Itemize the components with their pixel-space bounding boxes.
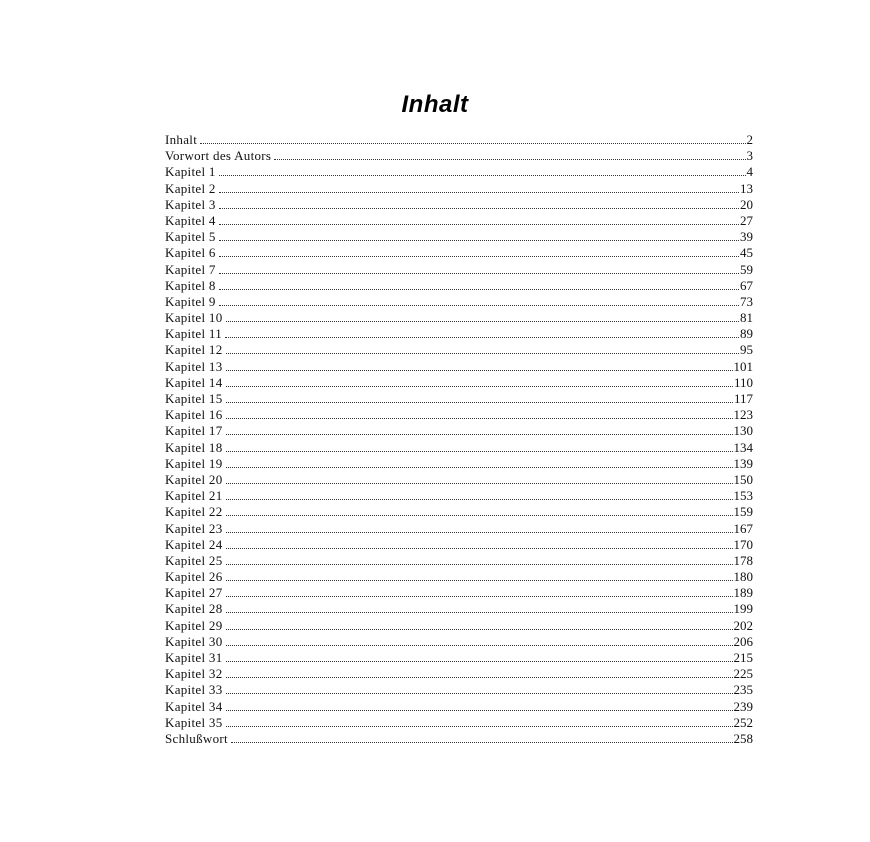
table-of-contents <box>165 132 753 747</box>
toc-entry[interactable] <box>165 634 753 650</box>
toc-entry-label: Kapitel 18 <box>165 439 223 455</box>
toc-entry-page-number: 4 <box>746 164 753 180</box>
toc-entry-page-number: 139 <box>733 455 753 471</box>
toc-dot-leader <box>226 645 733 646</box>
toc-dot-leader <box>226 418 733 419</box>
toc-entry-label: Kapitel 2 <box>165 180 216 196</box>
toc-dot-leader <box>226 321 739 322</box>
toc-dot-leader <box>226 596 733 597</box>
toc-entry[interactable] <box>165 245 753 261</box>
toc-dot-leader <box>226 532 733 533</box>
toc-entry-page-number: 2 <box>746 132 753 147</box>
toc-entry[interactable] <box>165 310 753 326</box>
toc-entry[interactable] <box>165 731 753 747</box>
toc-entry[interactable] <box>165 601 753 617</box>
toc-entry[interactable] <box>165 342 753 358</box>
toc-entry-page-number: 235 <box>733 682 753 698</box>
toc-entry-label: Kapitel 16 <box>165 407 223 423</box>
toc-entry-page-number: 134 <box>733 439 753 455</box>
toc-dot-leader <box>226 370 733 371</box>
toc-entry-label: Kapitel 33 <box>165 682 223 698</box>
toc-entry[interactable] <box>165 472 753 488</box>
toc-entry-label: Kapitel 4 <box>165 212 216 228</box>
toc-dot-leader <box>226 402 733 403</box>
toc-dot-leader <box>226 629 733 630</box>
toc-dot-leader <box>226 710 733 711</box>
toc-dot-leader <box>226 386 733 387</box>
toc-entry-label: Kapitel 28 <box>165 601 223 617</box>
toc-dot-leader <box>219 273 739 274</box>
toc-entry-label: Kapitel 29 <box>165 617 223 633</box>
toc-entry[interactable] <box>165 504 753 520</box>
toc-entry-label: Schlußwort <box>165 730 228 746</box>
toc-entry-label: Kapitel 14 <box>165 374 223 390</box>
toc-dot-leader <box>219 208 739 209</box>
toc-entry-label: Kapitel 20 <box>165 471 223 487</box>
toc-entry-label: Kapitel 24 <box>165 536 223 552</box>
toc-entry-page-number: 20 <box>740 196 753 212</box>
toc-dot-leader <box>226 548 733 549</box>
toc-entry-label: Kapitel 26 <box>165 569 223 585</box>
toc-entry[interactable] <box>165 585 753 601</box>
toc-entry-page-number: 81 <box>740 310 753 326</box>
toc-entry-label: Kapitel 11 <box>165 326 223 342</box>
toc-entry[interactable] <box>165 181 753 197</box>
toc-entry-page-number: 225 <box>733 666 753 682</box>
toc-entry-page-number: 180 <box>733 569 753 585</box>
toc-entry[interactable] <box>165 423 753 439</box>
toc-dot-leader <box>231 742 733 743</box>
toc-dot-leader <box>219 175 746 176</box>
toc-dot-leader <box>200 143 745 144</box>
toc-entry-page-number: 101 <box>733 358 753 374</box>
toc-entry[interactable] <box>165 618 753 634</box>
toc-entry-page-number: 45 <box>740 245 753 261</box>
toc-dot-leader <box>274 159 745 160</box>
toc-entry[interactable] <box>165 537 753 553</box>
toc-dot-leader <box>219 305 739 306</box>
toc-entry-page-number: 153 <box>733 488 753 504</box>
toc-dot-leader <box>219 256 739 257</box>
toc-entry-label: Kapitel 23 <box>165 520 223 536</box>
toc-dot-leader <box>219 289 739 290</box>
toc-dot-leader <box>226 467 733 468</box>
toc-entry-label: Kapitel 3 <box>165 196 216 212</box>
toc-dot-leader <box>219 224 739 225</box>
toc-entry[interactable] <box>165 488 753 504</box>
toc-entry-page-number: 167 <box>733 520 753 536</box>
toc-entry-page-number: 150 <box>733 471 753 487</box>
toc-entry[interactable] <box>165 699 753 715</box>
toc-entry[interactable] <box>165 213 753 229</box>
toc-entry-label: Kapitel 21 <box>165 488 223 504</box>
toc-entry-page-number: 73 <box>740 293 753 309</box>
toc-entry-label: Kapitel 17 <box>165 423 223 439</box>
toc-entry[interactable] <box>165 407 753 423</box>
toc-entry[interactable] <box>165 197 753 213</box>
toc-entry[interactable] <box>165 569 753 585</box>
toc-entry-label: Kapitel 22 <box>165 504 223 520</box>
toc-entry-label: Kapitel 31 <box>165 650 223 665</box>
toc-entry-page-number: 130 <box>733 423 753 439</box>
toc-entry-label: Kapitel 5 <box>165 229 216 245</box>
toc-entry-label: Kapitel 10 <box>165 310 223 326</box>
toc-entry-label: Kapitel 8 <box>165 277 216 293</box>
toc-entry-page-number: 206 <box>733 633 753 649</box>
toc-entry-label: Kapitel 25 <box>165 552 223 568</box>
toc-entry[interactable] <box>165 375 753 391</box>
page-title: Inhalt <box>401 91 469 119</box>
toc-entry-label: Kapitel 15 <box>165 391 223 406</box>
toc-entry-page-number: 123 <box>733 407 753 423</box>
toc-entry-page-number: 117 <box>733 391 753 406</box>
toc-entry[interactable] <box>165 456 753 472</box>
toc-entry-page-number: 252 <box>733 714 753 730</box>
toc-entry-page-number: 202 <box>733 617 753 633</box>
toc-dot-leader <box>226 483 733 484</box>
toc-entry-label: Kapitel 1 <box>165 164 216 180</box>
toc-entry[interactable] <box>165 262 753 278</box>
toc-dot-leader <box>226 515 733 516</box>
toc-dot-leader <box>226 726 733 727</box>
toc-dot-leader <box>226 677 733 678</box>
toc-entry-label: Inhalt <box>165 132 198 147</box>
toc-entry[interactable] <box>165 132 753 148</box>
toc-entry-page-number: 95 <box>740 342 753 358</box>
toc-entry-page-number: 89 <box>740 326 753 342</box>
toc-entry-page-number: 189 <box>733 585 753 601</box>
toc-entry-page-number: 67 <box>740 277 753 293</box>
toc-entry-label: Kapitel 30 <box>165 633 223 649</box>
toc-dot-leader <box>226 451 733 452</box>
toc-entry[interactable] <box>165 666 753 682</box>
toc-entry[interactable] <box>165 715 753 731</box>
toc-entry-page-number: 239 <box>733 698 753 714</box>
toc-entry[interactable] <box>165 294 753 310</box>
toc-entry-label: Kapitel 13 <box>165 358 223 374</box>
toc-entry[interactable] <box>165 359 753 375</box>
toc-dot-leader <box>225 337 739 338</box>
toc-entry-page-number: 3 <box>746 148 753 164</box>
toc-entry[interactable] <box>165 553 753 569</box>
toc-dot-leader <box>226 693 733 694</box>
toc-dot-leader <box>226 612 733 613</box>
toc-entry[interactable] <box>165 164 753 180</box>
toc-entry[interactable] <box>165 278 753 294</box>
toc-dot-leader <box>226 499 733 500</box>
toc-entry-page-number: 178 <box>733 552 753 568</box>
toc-entry-label: Kapitel 7 <box>165 261 216 277</box>
toc-entry-page-number: 215 <box>733 650 753 665</box>
toc-dot-leader <box>226 353 739 354</box>
toc-entry-label: Kapitel 12 <box>165 342 223 358</box>
toc-entry-page-number: 27 <box>740 212 753 228</box>
toc-entry[interactable] <box>165 326 753 342</box>
toc-entry[interactable] <box>165 440 753 456</box>
toc-entry-page-number: 199 <box>733 601 753 617</box>
toc-entry-label: Kapitel 32 <box>165 666 223 682</box>
toc-entry[interactable] <box>165 682 753 698</box>
toc-entry-page-number: 258 <box>733 730 753 746</box>
toc-entry[interactable] <box>165 229 753 245</box>
toc-entry[interactable] <box>165 148 753 164</box>
toc-dot-leader <box>226 580 733 581</box>
toc-entry-label: Kapitel 35 <box>165 714 223 730</box>
toc-entry-label: Kapitel 9 <box>165 293 216 309</box>
toc-entry-label: Kapitel 34 <box>165 698 223 714</box>
toc-entry-page-number: 39 <box>740 229 753 245</box>
toc-entry-page-number: 59 <box>740 261 753 277</box>
toc-entry-page-number: 159 <box>733 504 753 520</box>
toc-dot-leader <box>219 192 739 193</box>
toc-entry-page-number: 13 <box>740 180 753 196</box>
toc-entry[interactable] <box>165 650 753 666</box>
toc-dot-leader <box>226 564 733 565</box>
toc-dot-leader <box>226 434 733 435</box>
toc-entry-page-number: 170 <box>733 536 753 552</box>
toc-entry-label: Kapitel 27 <box>165 585 223 601</box>
toc-entry-label: Vorwort des Autors <box>165 148 272 164</box>
toc-entry[interactable] <box>165 391 753 407</box>
toc-dot-leader <box>226 661 733 662</box>
toc-entry[interactable] <box>165 521 753 537</box>
toc-entry-label: Kapitel 19 <box>165 455 223 471</box>
toc-entry-label: Kapitel 6 <box>165 245 216 261</box>
toc-entry-page-number: 110 <box>733 374 753 390</box>
toc-dot-leader <box>219 240 739 241</box>
